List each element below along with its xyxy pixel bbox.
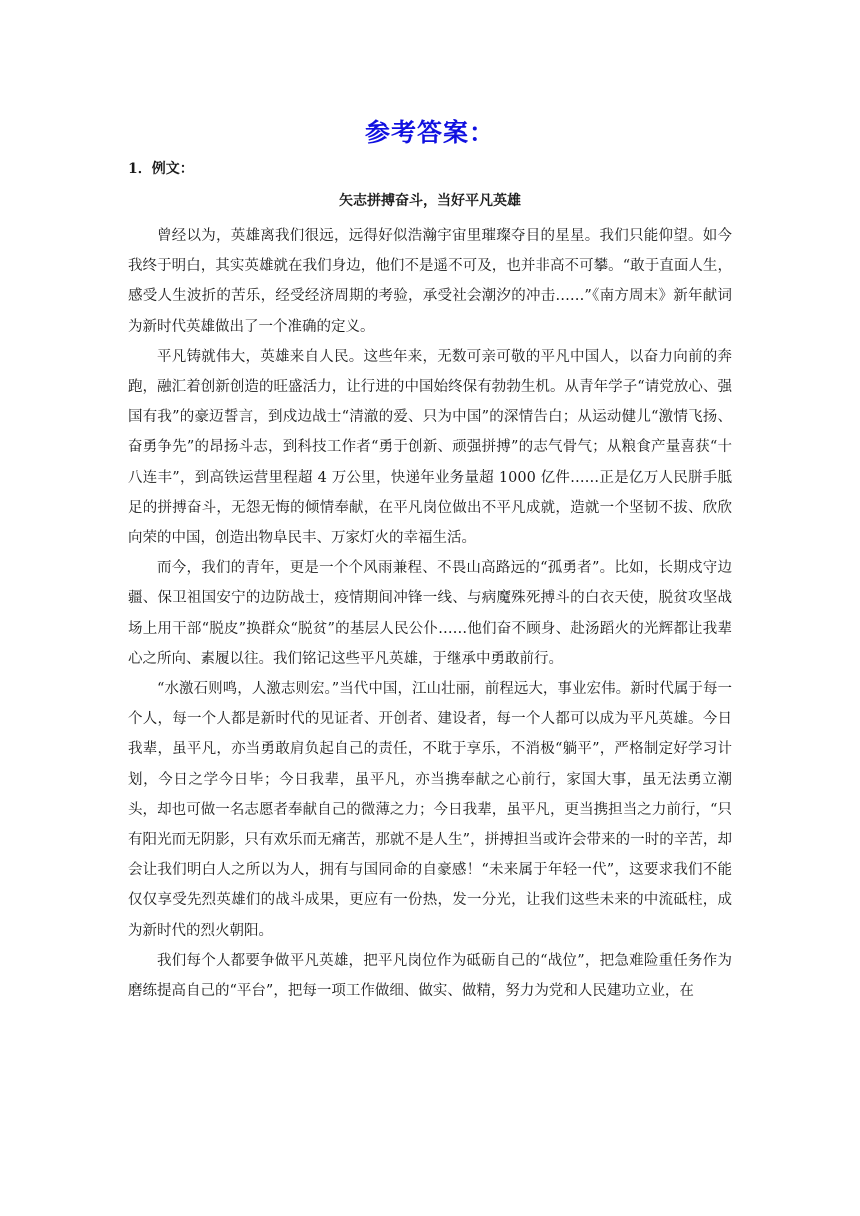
answer-heading: 参考答案：	[364, 118, 495, 147]
essay-body	[128, 221, 732, 1006]
essay-paragraph-2: 平凡铸就伟大，英雄来自人民。这些年来，无数可亲可敬的平凡中国人，以奋力向前的奔跑，融汇着创新创造的旺盛活力，让行进的中国始终保有勃勃生机。从青年学子“请党放心、强国有我”的豪迈誓言，到戍边战士“清澈的爱、只为中国”的深情告白；从运动健儿“激情飞扬、奋勇争先”的昂扬斗志，到科技工作者“勇于创新、顽强拼搏”的志气骨气；从粮食产量喜获“十八连丰”，到高铁运营里程超 4 万公里，快递年业务量超 1000 亿件……正是亿万人民胼手胝足的拼搏奋斗，无怨无悔的倾情奉献，在平凡岗位做出不平凡成就，造就一个坚韧不拔、欣欣向荣的中国，创造出物阜民丰、万家灯火的幸福生活。	[128, 348, 732, 547]
question-number-label: 1．例文：	[128, 161, 194, 177]
essay-paragraph-5: 我们每个人都要争做平凡英雄，把平凡岗位作为砥砺自己的“战位”，把急难险重任务作为磨练提高自己的“平台”，把每一项工作做细、做实、做精，努力为党和人民建功立业，在	[128, 952, 732, 1000]
essay-title: 矢志拼搏奋斗，当好平凡英雄	[339, 193, 521, 209]
essay-paragraph-4: “水激石则鸣，人激志则宏。”当代中国，江山壮丽，前程远大，事业宏伟。新时代属于每一个人，每一个人都是新时代的见证者、开创者、建设者，每一个人都可以成为平凡英雄。今日我辈，虽平凡，亦当勇敢肩负起自己的责任，不耽于享乐，不消极“躺平”，严格制定好学习计划，今日之学今日毕；今日我辈，虽平凡，亦当携奉献之心前行，家国大事，虽无法勇立潮头，却也可做一名志愿者奉献自己的微薄之力；今日我辈，虽平凡，更当携担当之力前行，“只有阳光而无阴影，只有欢乐而无痛苦，那就不是人生”，拼搏担当或许会带来的一时的辛苦，却会让我们明白人之所以为人，拥有与国同命的自豪感！“未来属于年轻一代”，这要求我们不能仅仅享受先烈英雄们的战斗成果，更应有一份热，发一分光，让我们这些未来的中流砥柱，成为新时代的烈火朝阳。	[128, 681, 732, 939]
essay-paragraph-1: 曾经以为，英雄离我们很远，远得好似浩瀚宇宙里璀璨夺目的星星。我们只能仰望。如今我终于明白，其实英雄就在我们身边，他们不是遥不可及，也并非高不可攀。“敢于直面人生，感受人生波折的苦乐，经受经济周期的考验，承受社会潮汐的冲击……”《南方周末》新年献词为新时代英雄做出了一个准确的定义。	[128, 228, 732, 335]
essay-paragraph-3: 而今，我们的青年，更是一个个风雨兼程、不畏山高路远的“孤勇者”。比如，长期戍守边疆、保卫祖国安宁的边防战士，疫情期间冲锋一线、与病魔殊死搏斗的白衣天使，脱贫攻坚战场上用干部“脱皮”换群众“脱贫”的基层人民公仆……他们奋不顾身、赴汤蹈火的光辉都让我辈心之所向、素履以往。我们铭记这些平凡英雄，于继承中勇敢前行。	[128, 560, 732, 667]
